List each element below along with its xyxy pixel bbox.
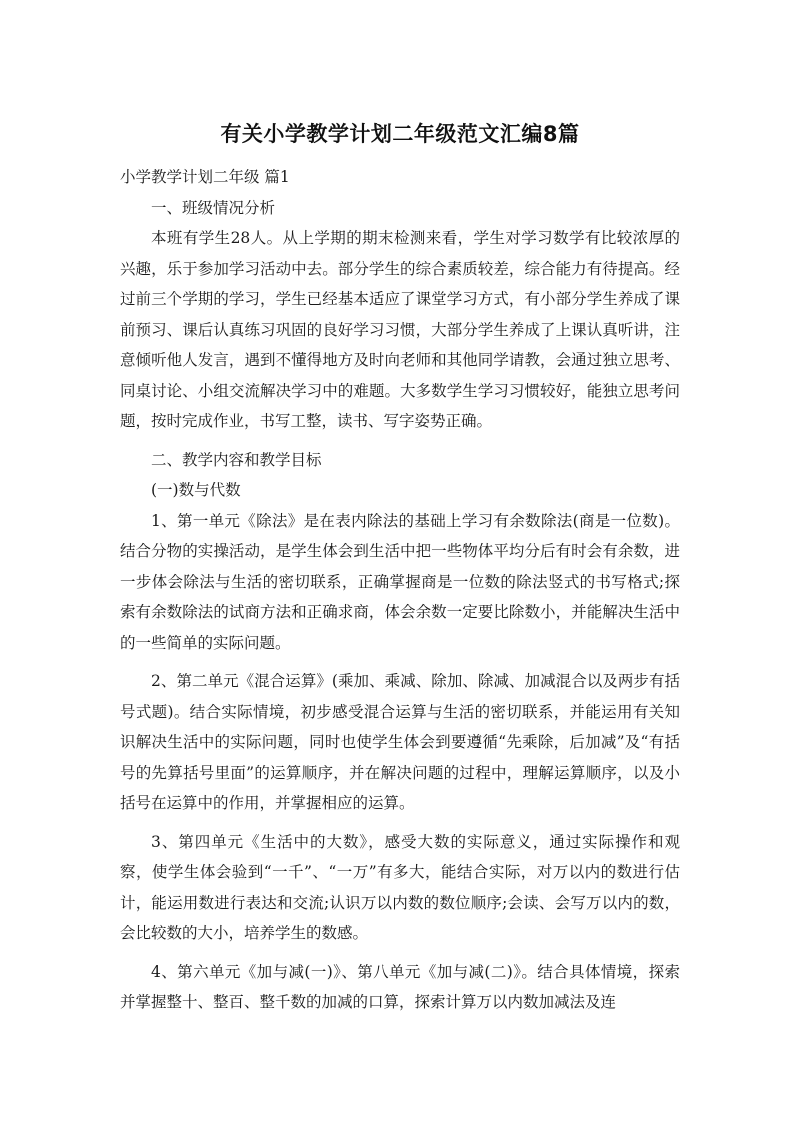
paragraph-unit-1: 1、第一单元《除法》是在表内除法的基础上学习有余数除法(商是一位数)。结合分物的实操活动，是学生体会到生活中把一些物体平均分后有时会有余数，进一步体会除法与生活的密切联系，正确掌握商是一位数的除法竖式的书写格式;探索有余数除法的试商方法和正确求商，体会余数一定要比除数小，并能解决生活中的一些简单的实际问题。 [120,511,680,652]
paragraph-unit-4: 3、第四单元《生活中的大数》，感受大数的实际意义，通过实际操作和观察，使学生体会验到“一千”、“一万”有多大，能结合实际，对万以内的数进行估计，能运用数进行表达和交流;认识万以内数的数位顺序;会读、会写万以内的数，会比较数的大小，培养学生的数感。 [120,832,680,942]
section-heading: 小学教学计划二年级 篇1 [120,168,290,186]
paragraph-unit-2: 2、第二单元《混合运算》(乘加、乘减、除加、除减、加减混合以及两步有括号式题)。结合实际情境，初步感受混合运算与生活的密切联系，并能运用有关知识解决生活中的实际问题，同时也使学生体会到要遵循“先乘除，后加减”及“有括号的先算括号里面”的运算顺序，并在解决问题的过程中，理解运算顺序，以及小括号在运算中的作用，并掌握相应的运算。 [120,672,680,812]
paragraph-class-analysis: 本班有学生28人。从上学期的期末检测来看，学生对学习数学有比较浓厚的兴趣，乐于参加学习活动中去。部分学生的综合素质较差，综合能力有待提高。经过前三个学期的学习，学生已经基本适应了课堂学习方式，有小部分学生养成了课前预习、课后认真练习巩固的良好学习习惯，大部分学生养成了上课认真听讲，注意倾听他人发言，遇到不懂得地方及时向老师和其他同学请教，会通过独立思考、同桌讨论、小组交流解决学习中的难题。大多数学生学习习惯较好，能独立思考问题，按时完成作业，书写工整，读书、写字姿势正确。 [120,229,680,430]
paragraph-unit-6-8: 4、第六单元《加与减(一)》、第八单元《加与减(二)》。结合具体情境，探索并掌握整十、整百、整千数的加减的口算，探索计算万以内数加减法及连 [120,962,680,1011]
document-body [120,162,680,1018]
subsection-heading: 二、教学内容和教学目标 [151,450,322,469]
subsection-heading: (一)数与代数 [151,481,241,499]
subsection-heading: 一、班级情况分析 [151,198,276,217]
document-title: 有关小学教学计划二年级范文汇编8篇 [220,122,580,146]
